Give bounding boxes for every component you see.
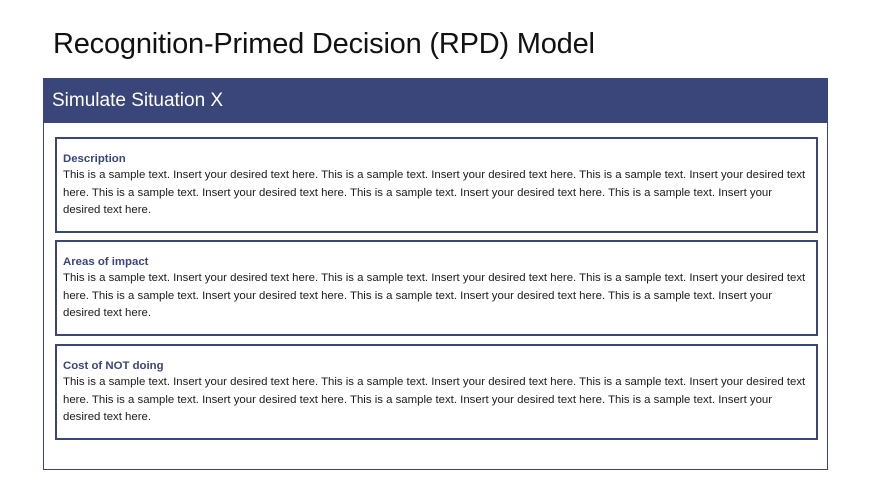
card-title: Cost of NOT doing xyxy=(63,360,164,372)
situation-panel xyxy=(43,78,828,470)
card-body: This is a sample text. Insert your desired text here. This is a sample text. Insert your desired text here. This is a sample text. Insert your desired text here. This is a sample text. Insert your desired text here. This is a sample text. Insert your desired text here. This is a sample text. Insert your desired text here. xyxy=(63,376,806,423)
card-areas-of-impact xyxy=(55,240,818,336)
card-title: Areas of impact xyxy=(63,256,149,268)
slide-title: Recognition-Primed Decision (RPD) Model xyxy=(53,28,595,60)
card-title: Description xyxy=(63,153,126,165)
card-body: This is a sample text. Insert your desired text here. This is a sample text. Insert your desired text here. This is a sample text. Insert your desired text here. This is a sample text. Insert your desired text here. This is a sample text. Insert your desired text here. This is a sample text. Insert your desired text here. xyxy=(63,272,806,319)
card-cost-of-not-doing xyxy=(55,344,818,440)
card-description xyxy=(55,137,818,233)
card-body: This is a sample text. Insert your desired text here. This is a sample text. Insert your desired text here. This is a sample text. Insert your desired text here. This is a sample text. Insert your desired text here. This is a sample text. Insert your desired text here. This is a sample text. Insert your desired text here. xyxy=(63,169,806,216)
panel-header: Simulate Situation X xyxy=(44,79,827,123)
